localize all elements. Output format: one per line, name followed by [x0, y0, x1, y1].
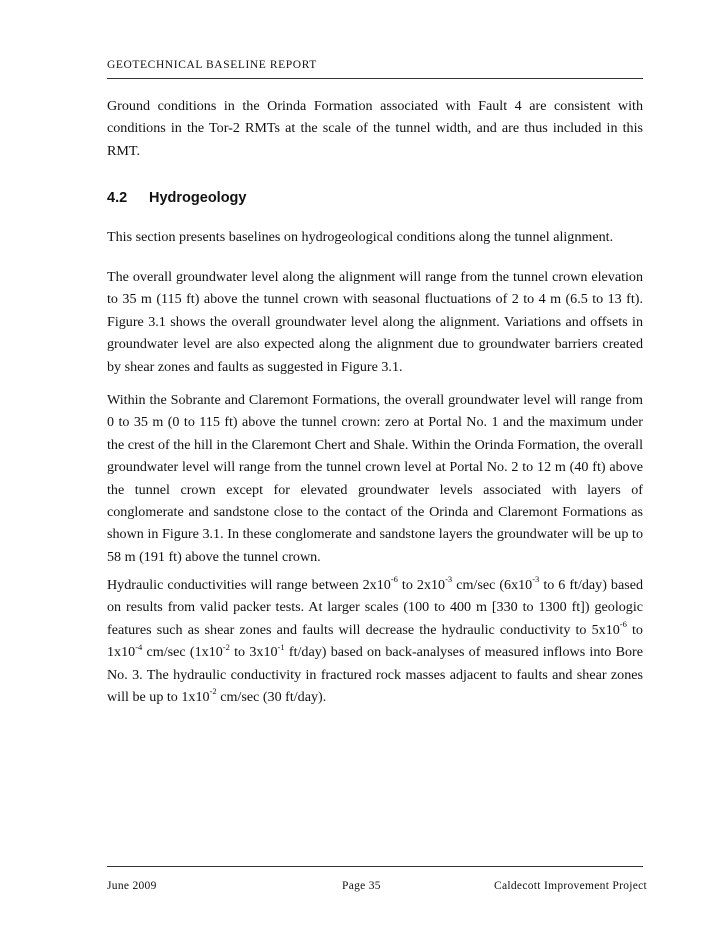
- text-run: ft/day) based on back-analyses of measured inflows into Bore No. 3. The hydraulic conductivity in fractured rock masses adjacent to faults and shear zones will be up to 1x10: [107, 644, 644, 706]
- text-run: cm/sec (1x10: [142, 644, 223, 661]
- paragraph-hydraulic-conductivity: [107, 574, 643, 708]
- paragraph-rmt: Ground conditions in the Orinda Formation associated with Fault 4 are consistent with conditions in the Tor-2 RMTs at the scale of the tunnel width, and are thus included in this RMT.: [107, 98, 643, 159]
- section-title: Hydrogeology: [149, 190, 247, 206]
- page-header: GEOTECHNICAL BASELINE REPORT: [107, 59, 317, 71]
- text-run: Hydraulic conductivities will range between 2x10: [107, 577, 391, 593]
- header-divider: [107, 78, 643, 79]
- exponent: -1: [277, 641, 285, 652]
- text-run: to 1x10: [107, 621, 643, 661]
- text-run: to 2x10: [397, 577, 446, 593]
- footer-project-name: Caldecott Improvement Project: [494, 880, 648, 892]
- paragraph-intro: This section presents baselines on hydrogeological conditions along the tunnel alignment.: [107, 229, 614, 245]
- exponent: -6: [619, 619, 627, 630]
- text-run: cm/sec (30 ft/day).: [216, 689, 327, 706]
- footer-date: June 2009: [107, 880, 157, 892]
- exponent: -3: [532, 574, 540, 585]
- exponent: -3: [445, 574, 453, 585]
- exponent: -2: [222, 641, 230, 652]
- exponent: -2: [209, 686, 217, 697]
- text-run: to 3x10: [229, 644, 278, 661]
- footer-page-number: Page 35: [342, 880, 381, 892]
- exponent: -6: [390, 574, 398, 585]
- section-heading: [107, 190, 246, 206]
- exponent: -4: [135, 641, 143, 652]
- paragraph-groundwater-level: The overall groundwater level along the alignment will range from the tunnel crown elevation to 35 m (115 ft) above the tunnel crown with seasonal fluctuations of 2 to 4 m (6.5 to 13 ft). Figure 3.1 shows the overall groundwater level along the alignment. Variations and offsets in groundwater level are also expected along the alignment due to groundwater barriers created by shear zones and faults as suggested in Figure 3.1.: [107, 269, 643, 375]
- paragraph-formations: Within the Sobrante and Claremont Formations, the overall groundwater level will range from 0 to 35 m (0 to 115 ft) above the tunnel crown: zero at Portal No. 1 and the maximum under the crest of the hill in the Claremont Chert and Shale. Within the Orinda Formation, the overall groundwater level will range from the tunnel crown level at Portal No. 2 to 12 m (40 ft) above the tunnel crown except for elevated groundwater levels associated with layers of conglomerate and sandstone close to the contact of the Orinda and Claremont Formations as shown in Figure 3.1. In these conglomerate and sandstone layers the groundwater will be up to 58 m (191 ft) above the tunnel crown.: [107, 392, 643, 565]
- section-number: 4.2: [107, 190, 128, 206]
- footer-divider: [107, 866, 643, 867]
- text-run: to 6 ft/day) based on results from valid packer tests. At larger scales (100 to 400 m [330 to 1300 ft]) geologic features such as shear zones and faults will decrease the hydraulic conductivity to 5x10: [107, 577, 644, 638]
- text-run: cm/sec (6x10: [452, 577, 533, 593]
